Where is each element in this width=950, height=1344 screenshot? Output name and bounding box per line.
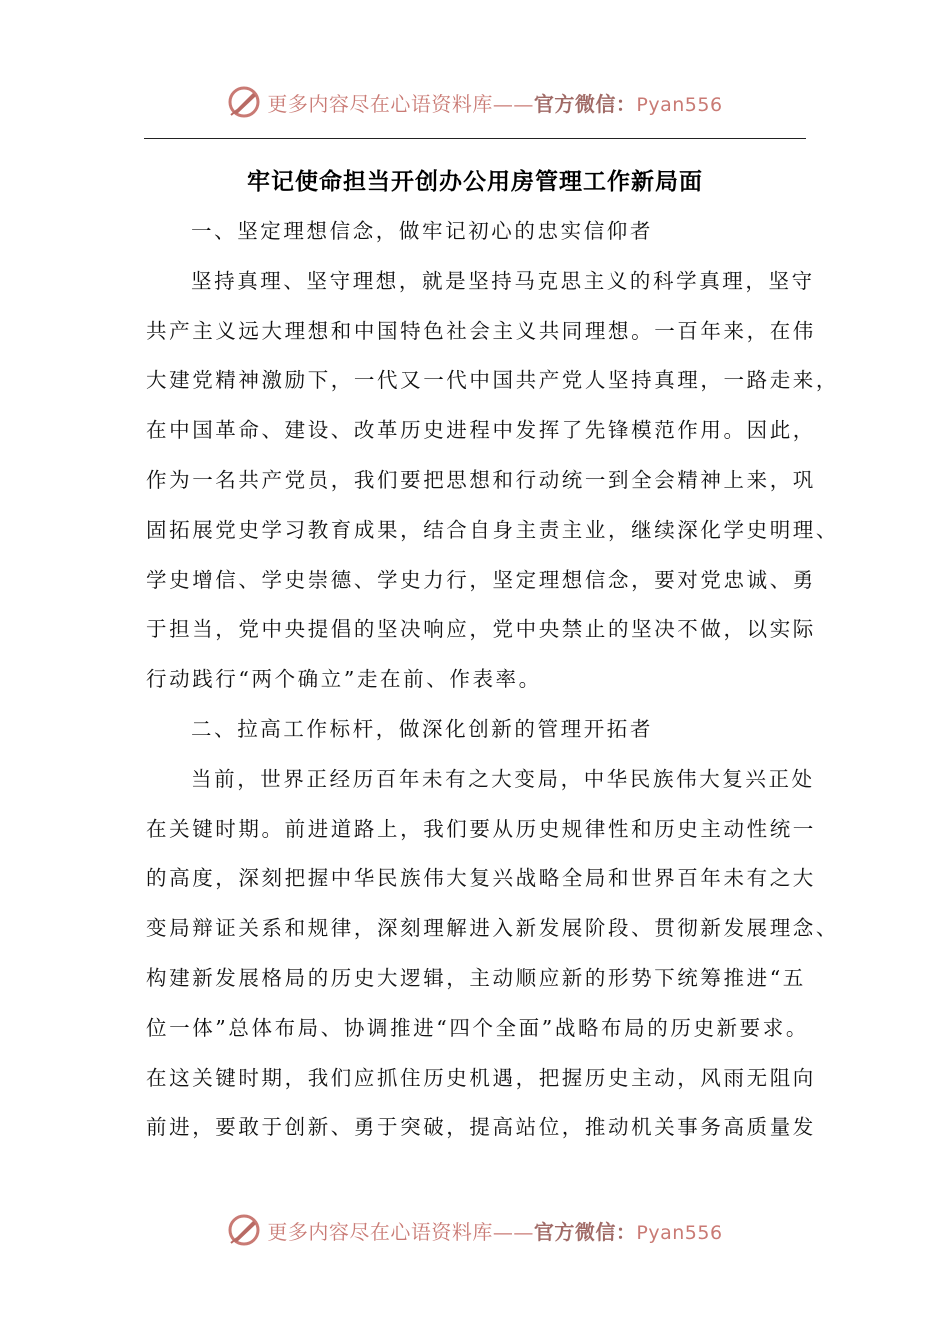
section-heading: 一、坚定理想信念，做牢记初心的忠实信仰者 [191,219,653,243]
banner-text [267,88,722,117]
footer-banner [0,1210,950,1250]
paragraph-line: 大建党精神激励下，一代又一代中国共产党人坚持真理，一路走来， [146,368,839,393]
paragraph-line: 前进，要敢于创新、勇于突破，提高站位，推动机关事务高质量发 [146,1115,816,1140]
document-body [146,207,839,1153]
paragraph-line: 行动践行“两个确立”走在前、作表率。 [146,667,542,692]
paragraph-line: 作为一名共产党员，我们要把思想和行动统一到全会精神上来，巩 [146,467,816,492]
header-divider [144,138,806,139]
banner-sub-text: 官方微信： [533,91,637,116]
paragraph-line: 于担当，党中央提倡的坚决响应，党中央禁止的坚决不做，以实际 [146,617,816,642]
paragraph-line: 在关键时期。前进道路上，我们要从历史规律性和历史主动性统一 [146,816,816,841]
document-title: 牢记使命担当开创办公用房管理工作新局面 [247,169,703,195]
banner-text [267,1216,722,1245]
paragraph-line: 构建新发展格局的历史大逻辑，主动顺应新的形势下统筹推进“五 [146,965,806,990]
header-banner [0,82,950,122]
paragraph-line: 固拓展党史学习教育成果，结合自身主责主业，继续深化学史明理、 [146,517,839,542]
banner-wechat-id: Pyan556 [636,1221,723,1244]
paragraph-line: 共产主义远大理想和中国特色社会主义共同理想。一百年来，在伟 [146,318,816,343]
banner-wechat-id: Pyan556 [636,93,723,116]
paragraph-line: 变局辩证关系和规律，深刻理解进入新发展阶段、贯彻新发展理念、 [146,916,839,941]
paragraph-line: 学史增信、学史崇德、学史力行，坚定理想信念，要对党忠诚、勇 [146,567,816,592]
quill-logo-icon [227,85,261,119]
paragraph-line: 的高度，深刻把握中华民族伟大复兴战略全局和世界百年未有之大 [146,866,816,891]
banner-dash: —— [492,91,534,116]
banner-main-text: 更多内容尽在心语资料库 [267,1219,493,1244]
paragraph-line: 位一体”总体布局、协调推进“四个全面”战略布局的历史新要求。 [146,1015,809,1040]
section-heading: 二、拉高工作标杆，做深化创新的管理开拓者 [191,716,653,741]
banner-dash: —— [492,1219,534,1244]
banner-sub-text: 官方微信： [533,1219,637,1244]
paragraph-line: 在这关键时期，我们应抓住历史机遇，把握历史主动，风雨无阻向 [146,1065,816,1090]
paragraph-line: 坚持真理、坚守理想，就是坚持马克思主义的科学真理，坚守 [191,268,815,293]
paragraph-line: 当前，世界正经历百年未有之大变局，中华民族伟大复兴正处 [191,766,815,791]
banner-main-text: 更多内容尽在心语资料库 [267,91,493,116]
paragraph-line: 在中国革命、建设、改革历史进程中发挥了先锋模范作用。因此， [146,418,816,443]
quill-logo-icon [227,1213,261,1247]
